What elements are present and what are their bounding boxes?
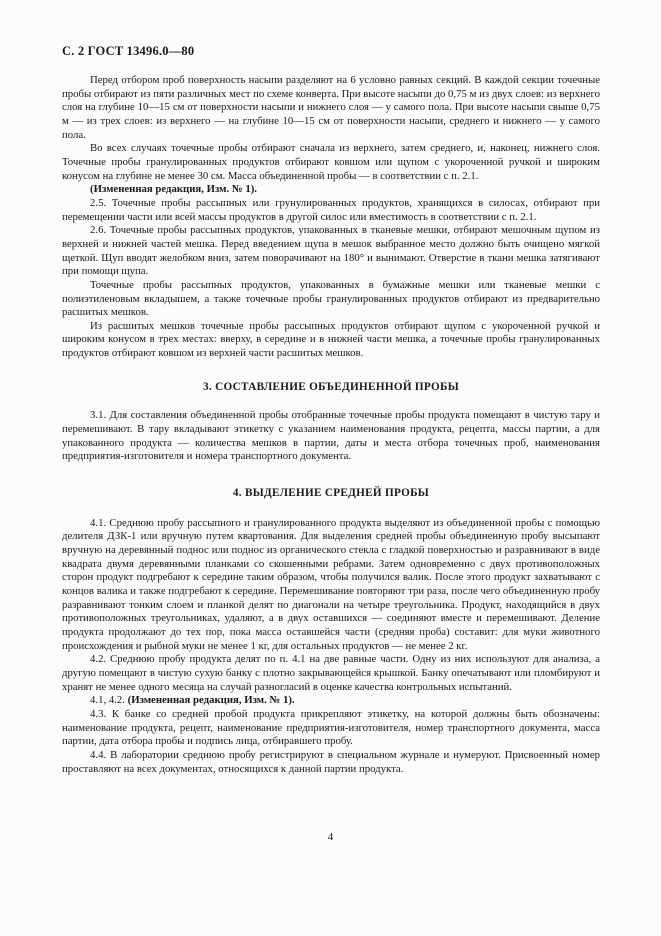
document-body [62,74,600,776]
paragraph: 4.4. В лаборатории среднюю пробу регистрируют в специальном журнале и нумеруют. Присвоенный номер проставляют на всех документах, относящихся к данной партии продукта. [62,748,600,775]
paragraph: 2.6. Точечные пробы рассыпных продуктов, упакованных в тканевые мешки, отбирают мешочным щупом из верхней и нижней частей мешка. Перед введением щупа в мешок выбранное место должно быть очищено мягкой щеткой. Щуп вводят желобком вниз, затем поворачивают на 180° и вынимают. Отверстие в ткани мешка затягивают при помощи щупа. [62,224,600,278]
paragraph: Перед отбором проб поверхность насыпи разделяют на 6 условно равных секций. В каждой секции точечные пробы отбирают из пяти различных мест по схеме конверта. При высоте насыпи до 0,75 м из двух слоев: из верхнего слоя на глубине 10—15 см от поверхности насыпи и нижнего слоя — у самого пола. При высоте насыпи свыше 0,75 м — из трех слоев: из верхнего — на глубине 10—15 см от поверхности насыпи, среднего и нижнего — у самого пола. [62,74,600,141]
section-title: 4. ВЫДЕЛЕНИЕ СРЕДНЕЙ ПРОБЫ [232,487,430,500]
amendment-note [62,694,600,708]
amendment-note-prefix: 4.1, 4.2. [90,694,125,707]
amendment-note-text: (Измененная редакция, Изм. № 1). [127,694,295,707]
paragraph: Во всех случаях точечные пробы отбирают сначала из верхнего, затем среднего, и, наконец, нижнего слоя. Точечные пробы гранулированных продуктов отбирают ковшом или щупом с укороченной ручкой и широким конусом на глубине не менее 30 см. Масса объединенной пробы — в соответствии с п. 2.1. [62,142,600,182]
page-number: 4 [327,831,334,843]
amendment-note: (Измененная редакция, Изм. № 1). [90,183,257,196]
paragraph: 4.1. Среднюю пробу рассыпного и гранулированного продукта выделяют из объединенной пробы с помощью делителя ДЗК-1 или вручную путем квартования. Для выделения средней пробы объединенную пробу высыпают вручную на деревянный поднос или поднос из органического стекла с гладкой поверхностью и разравнивают в виде квадрата двумя деревянными планками со скошенными ребрами. Затем одновременно с двух противоположных сторон продукт подгребают к середине таким образом, чтобы получился валик. После этого продукт захватывают с концов валика и также подгребают к середине. Перемешивание повторяют три раза, после чего объединенную пробу разравнивают тонким слоем и планкой делят по диагонали на четыре треугольника. Продукт, находящийся в двух противоположных треугольниках, удаляют, а в двух оставшихся — соединяют вместе и перемешивают. Деление продукта продолжают до тех пор, пока масса оставшейся части (средняя проба) составит: для муки животного происхождения и рыбной муки не менее 1 кг, для остальных продуктов — не менее 2 кг. [62,516,600,652]
paragraph: 4.3. К банке со средней пробой продукта прикрепляют этикетку, на которой должны быть обозначены: наименование продукта, рецепт, наименование предприятия-изготовителя, номер транспортного документа, масса партии, дата отбора пробы и подпись лица, отбиравшего пробу. [62,707,600,748]
paragraph: Из расшитых мешков точечные пробы рассыпных продуктов отбирают щупом с укороченной ручкой и широким конусом в трех местах: вверху, в середине и в нижней части мешка, а точечные пробы гранулированных продуктов отбирают ковшом из верхней части расшитых мешков. [62,319,600,360]
page-header: С. 2 ГОСТ 13496.0—80 [62,44,195,58]
paragraph: 3.1. Для составления объединенной пробы отобранные точечные пробы продукта помещают в чистую тару и перемешивают. В тару вкладывают этикетку с указанием наименования продукта, рецепта, массы партии, а для упакованного продукта — количества мешков в партии, даты и места отбора точечных проб, наименования предприятия-изготовителя и номера транспортного документа. [62,409,600,463]
paragraph: Точечные пробы рассыпных продуктов, упакованных в бумажные мешки или тканевые мешки с полиэтиленовым вкладышем, а также точечные пробы гранулированных продуктов отбирают из предварительно расшитых мешков. [62,278,600,319]
paragraph: 2.5. Точечные пробы рассыпных или грунулированных продуктов, хранящихся в силосах, отбирают при перемещении части или всей массы продуктов в другой силос или вместимость в соответствии с п. 2.1. [62,196,600,223]
paragraph: 4.2. Среднюю пробу продукта делят по п. 4.1 на две равные части. Одну из них используют для анализа, а другую помещают в чистую сухую банку с плотно закрывающейся крышкой. Банку опечатывают или пломбируют и хранят не менее одного месяца на случай разногласий в оценке качества контрольных испытаний. [62,653,600,693]
section-title: 3. СОСТАВЛЕНИЕ ОБЪЕДИНЕННОЙ ПРОБЫ [203,380,459,393]
